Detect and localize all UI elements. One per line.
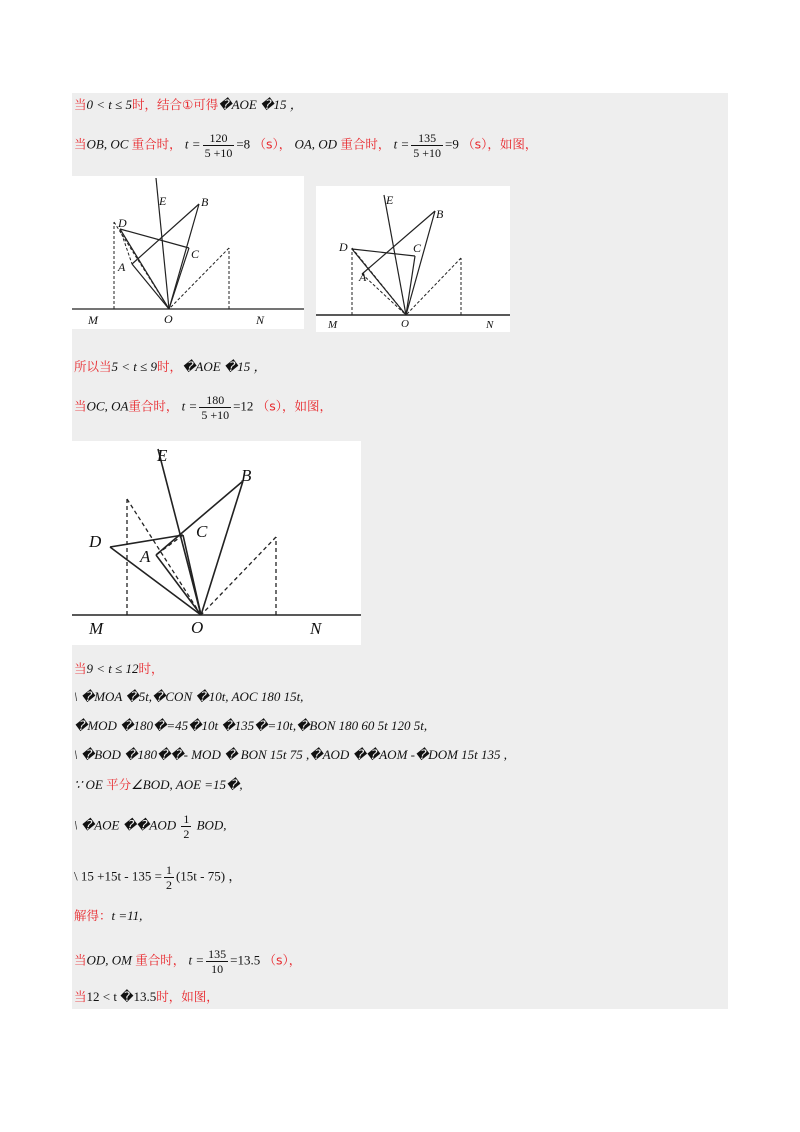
math: BOD, — [196, 817, 227, 833]
text: 时，如图， — [156, 989, 219, 1004]
text-line-14 — [74, 988, 219, 1006]
text: 重合时， — [131, 136, 182, 152]
label-o: O — [191, 618, 204, 637]
figure-3 — [72, 441, 361, 645]
text-line-4 — [74, 393, 332, 422]
math: 0 < t ≤ 5 — [86, 97, 133, 112]
label-d: D — [89, 532, 102, 551]
label-a: A — [140, 547, 151, 566]
text: （s）， — [253, 136, 292, 152]
label-m: M — [89, 619, 104, 638]
text: 当 — [74, 952, 87, 968]
numerator: 135 — [411, 131, 443, 146]
math: =9 — [445, 136, 459, 152]
label-a: A — [359, 270, 367, 284]
text: 解得： — [74, 908, 112, 923]
text: （s），如图， — [256, 398, 332, 414]
math: t =11, — [111, 908, 143, 923]
fraction — [411, 131, 443, 160]
label-e: E — [157, 446, 168, 465]
label-b: B — [201, 195, 209, 209]
math: 12 < t �13.5 — [86, 989, 157, 1004]
label-c: C — [191, 247, 200, 261]
fraction — [199, 393, 231, 422]
math: t = — [181, 398, 198, 414]
text-line-3 — [74, 358, 267, 376]
label-d: D — [118, 216, 127, 230]
text: 平分 — [106, 777, 132, 792]
denominator: 5 +10 — [413, 146, 441, 160]
fraction — [206, 947, 228, 976]
numerator: 1 — [165, 863, 172, 877]
geometry-diagram-2 — [316, 186, 510, 332]
math: t = — [393, 136, 410, 152]
math: �AOE �15 ， — [218, 97, 303, 112]
text: 时，结合①可得 — [132, 97, 219, 112]
text: 时， — [157, 359, 183, 374]
label-b: B — [436, 207, 444, 221]
math: \ 15 +15t - 135 = — [74, 868, 162, 884]
numerator: 180 — [199, 393, 231, 408]
label-d: D — [339, 240, 348, 254]
numerator: 135 — [208, 947, 227, 961]
label-c: C — [413, 241, 422, 255]
label-n: N — [310, 619, 322, 638]
label-c: C — [196, 522, 208, 541]
text: 当 — [74, 136, 87, 152]
figure-1 — [72, 176, 304, 329]
text-line-1 — [74, 96, 303, 114]
label-n: N — [256, 313, 265, 327]
label-m: M — [328, 319, 338, 331]
math: OB, OC — [86, 136, 129, 152]
text-line-12 — [74, 907, 142, 925]
math: =8 — [236, 136, 251, 152]
math: ∵ OE — [74, 777, 103, 792]
label-e: E — [386, 193, 394, 207]
geometry-diagram-1 — [72, 176, 304, 329]
math: OC, OA — [86, 398, 129, 414]
fraction — [181, 812, 191, 841]
denominator: 5 +10 — [201, 408, 230, 422]
text: 所以当 — [74, 359, 112, 374]
numerator: 120 — [203, 131, 235, 146]
math: OA, OD — [294, 136, 338, 152]
text-line-7: �MOD �180�=45�10t �135�=10t,�BON 180 60 5t 120 5t, — [74, 718, 428, 733]
text: （s），如图， — [462, 136, 538, 152]
denominator: 10 — [211, 962, 224, 976]
text: 当 — [74, 97, 87, 112]
math: 9 < t ≤ 12 — [86, 661, 139, 676]
text-line-9 — [74, 776, 243, 794]
text-line-6: \ �MOA �5t,�CON �10t, AOC 180 15t, — [74, 689, 304, 704]
label-b: B — [241, 466, 252, 485]
text: 重合时， — [128, 398, 179, 414]
fraction — [203, 131, 235, 160]
text-line-2 — [74, 131, 537, 160]
text: 重合时， — [135, 952, 186, 968]
text: 时， — [138, 661, 164, 676]
math: t = — [188, 952, 205, 968]
text: 重合时， — [340, 136, 391, 152]
math: =12 — [233, 398, 254, 414]
text: （s）， — [263, 952, 302, 968]
text-line-10 — [74, 812, 227, 841]
math: =13.5 — [230, 952, 261, 968]
text: 当 — [74, 398, 87, 414]
geometry-diagram-3 — [72, 441, 361, 645]
denominator: 5 +10 — [204, 146, 233, 160]
denominator: 2 — [165, 878, 172, 892]
text-line-5 — [74, 660, 164, 678]
text-line-8: \ �BOD �180��- MOD � BON 15t 75 ,�AOD ��AOM -�DOM 15t 135 , — [74, 747, 508, 762]
label-a: A — [118, 260, 126, 274]
text-line-11 — [74, 863, 241, 892]
numerator: 1 — [183, 812, 190, 826]
math: ∠BOD, AOE =15�, — [131, 777, 243, 792]
denominator: 2 — [183, 827, 190, 841]
text-line-13 — [74, 947, 301, 976]
fraction — [164, 863, 174, 892]
math: OD, OM — [86, 952, 133, 968]
math: 5 < t ≤ 9 — [111, 359, 158, 374]
label-m: M — [88, 313, 98, 327]
math: t = — [184, 136, 201, 152]
label-o: O — [401, 318, 409, 330]
text: 当 — [74, 661, 87, 676]
math: �AOE �15 ， — [182, 359, 267, 374]
figure-2 — [316, 186, 510, 332]
math: \ �AOE ��AOD — [74, 817, 177, 833]
math: (15t - 75) ， — [175, 868, 242, 884]
label-n: N — [486, 319, 494, 331]
label-e: E — [159, 194, 167, 208]
text: 当 — [74, 989, 87, 1004]
label-o: O — [164, 312, 173, 326]
